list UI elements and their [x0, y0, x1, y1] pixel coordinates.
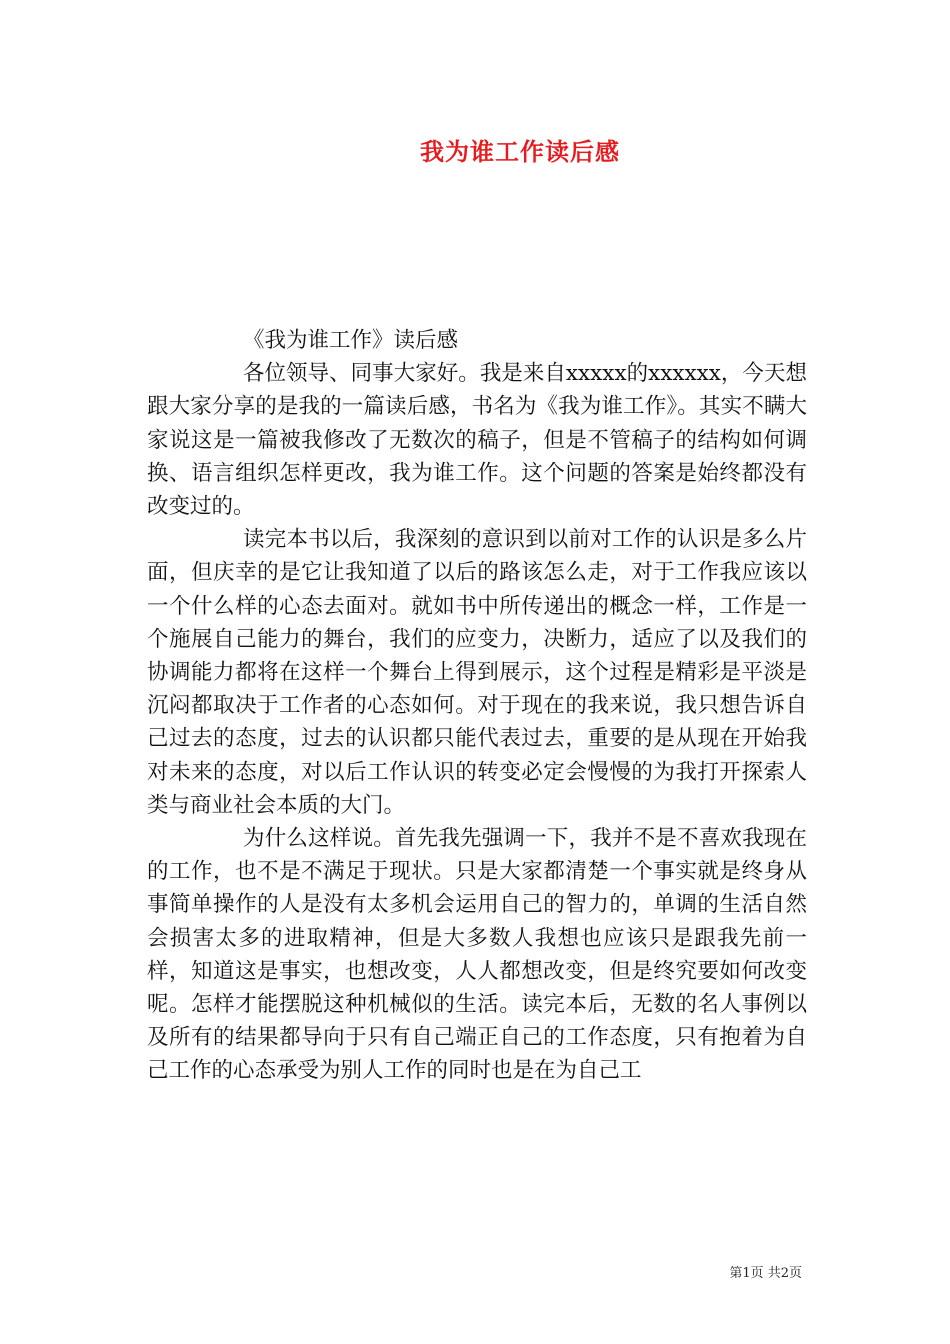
- document-subtitle: 《我为谁工作》读后感: [243, 328, 459, 353]
- paragraph-3: 为什么这样说。首先我先强调一下，我并不是不喜欢我现在的工作，也不是不满足于现状。只是大家都清楚一个事实就是终身从事简单操作的人是没有太多机会运用自己的智力的，单调的生活自然会损害太多的进取精神，但是大多数人我想也应该只是跟我先前一样，知道这是事实，也想改变，人人都想改变，但是终究要如何改变呢。怎样才能摆脱这种机械似的生活。读完本后，无数的名人事例以及所有的结果都导向于只有自己端正自己的工作态度，只有抱着为自己工作的心态承受为别人工作的同时也是在为自己工: [147, 826, 807, 1084]
- paragraph-1: 各位领导、同事大家好。我是来自xxxxx的xxxxxx，今天想跟大家分享的是我的一篇读后感，书名为《我为谁工作》。其实不瞒大家说这是一篇被我修改了无数次的稿子，但是不管稿子的结构如何调换、语言组织怎样更改，我为谁工作。这个问题的答案是始终都没有改变过的。: [147, 361, 807, 520]
- paragraph-2: 读完本书以后，我深刻的意识到以前对工作的认识是多么片面，但庆幸的是它让我知道了以后的路该怎么走，对于工作我应该以一个什么样的心态去面对。就如书中所传递出的概念一样，工作是一个施展自己能力的舞台，我们的应变力，决断力，适应了以及我们的协调能力都将在这样一个舞台上得到展示，这个过程是精彩是平淡是沉闷都取决于工作者的心态如何。对于现在的我来说，我只想告诉自己过去的态度，过去的认识都只能代表过去，重要的是从现在开始我对未来的态度，对以后工作认识的转变必定会慢慢的为我打开探索人类与商业社会本质的大门。: [147, 527, 807, 818]
- page-number-footer: 第1页 共2页: [729, 1266, 802, 1281]
- document-title: 我为谁工作读后感: [420, 137, 620, 166]
- document-body: [147, 324, 807, 1088]
